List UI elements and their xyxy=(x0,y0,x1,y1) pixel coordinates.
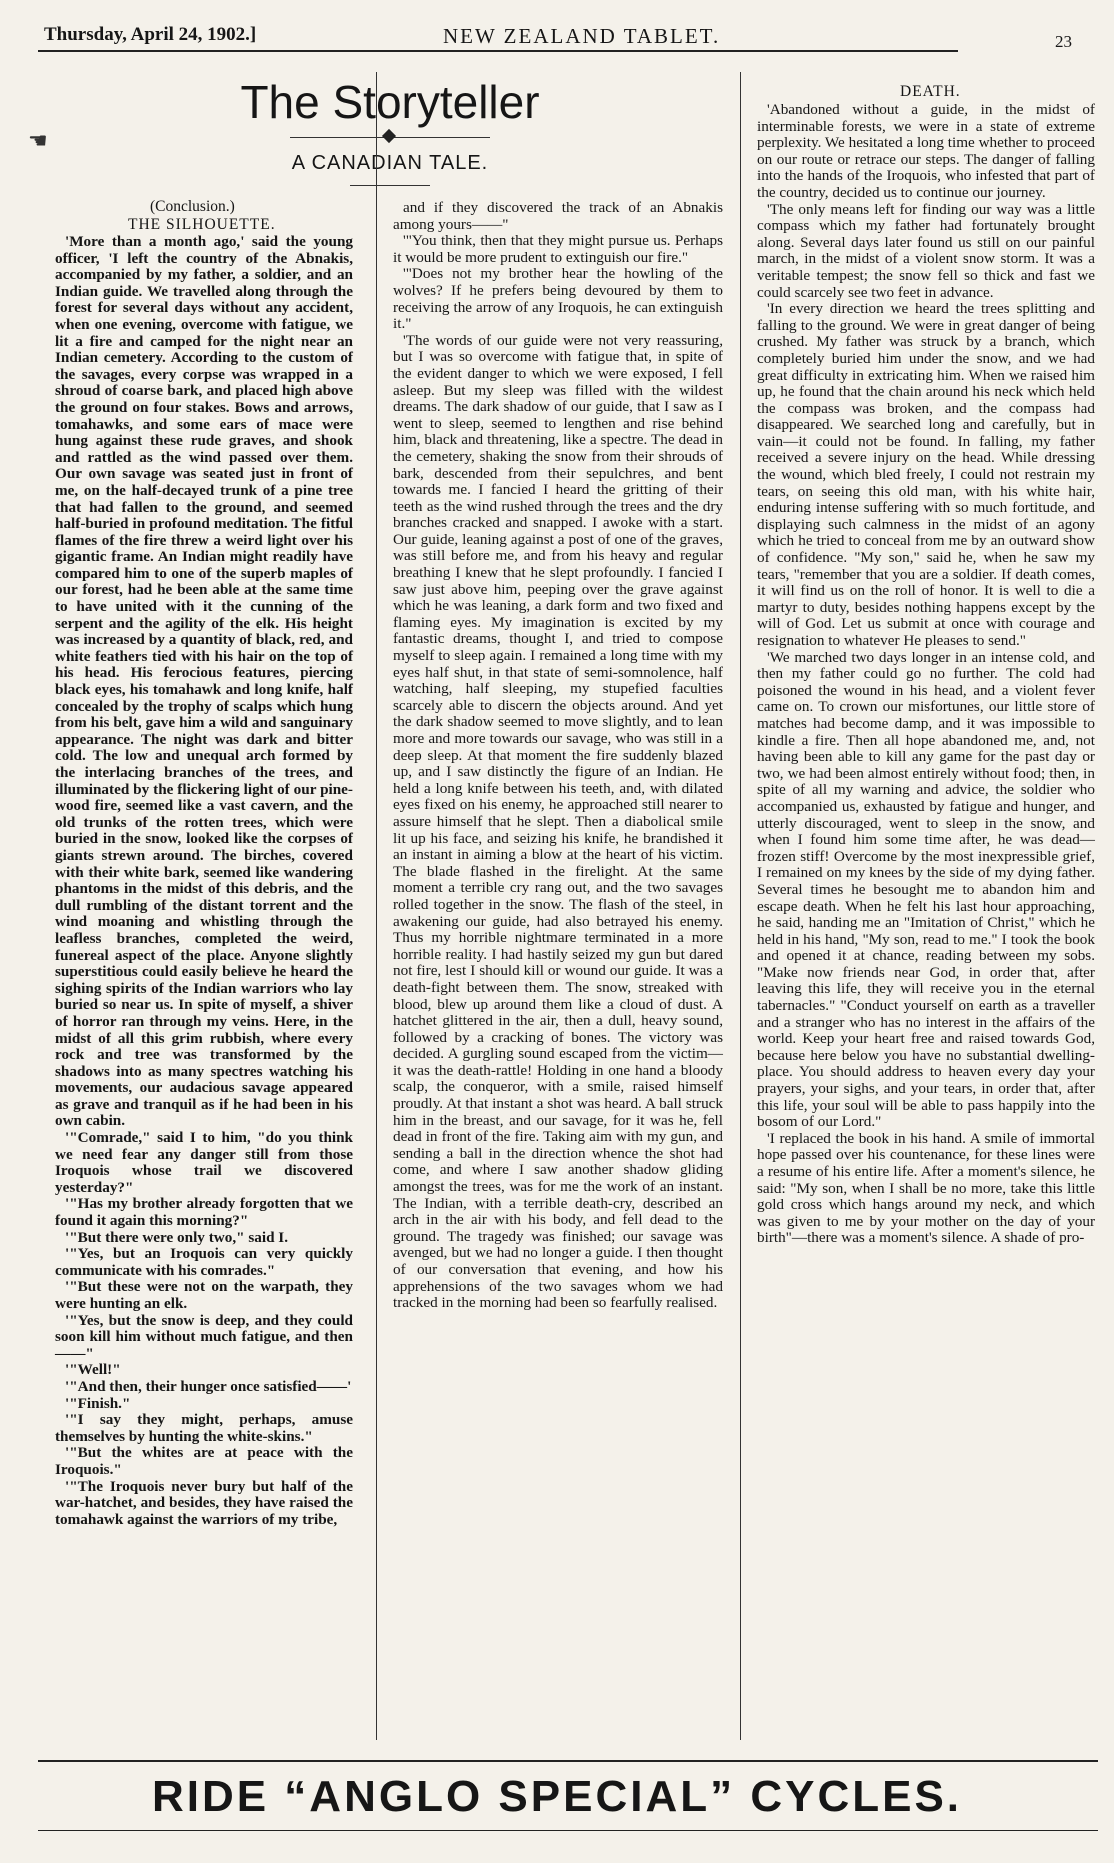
title-ornament xyxy=(290,130,490,144)
paragraph: '"Comrade," said I to him, "do you think we need fear any danger still from those Iroquois whose trail we discovered yesterday?" xyxy=(55,1129,353,1196)
paragraph: '"Yes, but an Iroquois can very quickly communicate with his comrades." xyxy=(55,1245,353,1279)
paragraph: '"But these were not on the warpath, they were hunting an elk. xyxy=(55,1278,353,1312)
paragraph: '"You think, then that they might pursue us. Perhaps it would be more prudent to extinguish our fire." xyxy=(393,232,723,266)
paragraph: '"Well!" xyxy=(65,1361,121,1379)
advertisement-banner: RIDE “ANGLO SPECIAL” CYCLES. xyxy=(151,1772,963,1821)
issue-date: Thursday, April 24, 1902.] xyxy=(44,24,257,45)
paragraph: '"Does not my brother hear the howling of the wolves? If he prefers being devoured by them to receiving the arrow of any Iroquois, he can extinguish it." xyxy=(393,265,723,333)
paragraph: '"But the whites are at peace with the Iroquois." xyxy=(55,1444,353,1478)
header-rule xyxy=(38,50,958,52)
advertisement-bottom-rule xyxy=(38,1830,1098,1831)
masthead: NEW ZEALAND TABLET. xyxy=(443,24,721,48)
subtitle-rule xyxy=(350,185,430,186)
column-divider xyxy=(740,72,741,1740)
section-heading-death: DEATH. xyxy=(900,83,961,100)
paragraph: 'In every direction we heard the trees splitting and falling to the ground. We were in great danger of being crushed. My father was struck by a branch, which completely buried him under the snow, and we had great difficulty in extricating him. When we raised him up, he found that the chain around his neck which held the compass was broken, and the compass had disappeared. We searched long and carefully, but in vain—it could not be found. In falling, my father received a severe injury on the head. While dressing the wound, which bled freely, I could not restrain my tears, on seeing this old man, with his white hair, enduring intense suffering with so much fortitude, and displaying such calmness in the midst of an agony which he tried to conceal from me by an outward show of confidence. "My son," said he, when he saw my tears, "remember that you are a soldier. If death comes, it will find us on the roll of honor. It is well to die a martyr to duty, besides nothing happens except by the will of God. Let us submit at once with courage and resignation to whatever He pleases to send." xyxy=(757,300,1095,649)
paragraph: '"But there were only two," said I. xyxy=(65,1228,289,1246)
paragraph: '"I say they might, perhaps, amuse themselves by hunting the white-skins." xyxy=(55,1411,353,1445)
page-header xyxy=(38,18,1078,52)
article-title: The Storyteller xyxy=(240,76,540,128)
conclusion-note: (Conclusion.) xyxy=(150,198,235,215)
paragraph: 'The only means left for finding our way was a little compass which my father had fortunately brought along. Several days later found us still on our painful march, in the midst of a violent snow storm. It was a veritable tempest; the snow fell so thick and fast we could scarcely see two feet in advance. xyxy=(757,200,1095,301)
paragraph: 'Abandoned without a guide, in the midst of interminable forests, we were in a state of extreme perplexity. We hesitated a long time whether to proceed on our route or retrace our steps. The danger of falling into the hands of the Iroquois, who infested that part of the country, decided us to continue our journey. xyxy=(757,101,1095,201)
column-divider xyxy=(376,72,377,1740)
paragraph: 'More than a month ago,' said the young officer, 'I left the country of the Abnakis, accompanied by my father, a soldier, and an Indian guide. We travelled along through the forest for several days without any accident, when one evening, overcome with fatigue, we lit a fire and camped for the night near an Indian cemetery. According to the custom of the savages, every corpse was wrapped in a shroud of coarse bark, and placed high above the ground on four stakes. Bows and arrows, tomahawks, and some ears of mace were hung against these rude graves, and shook and rattled as the wind passed over them. Our own savage was seated just in front of me, on the half-decayed trunk of a pine tree that had fallen to the ground, and seemed half-buried in profound meditation. The fitful flames of the fire threw a weird light over his gigantic frame. An Indian might readily have compared him to one of the superb maples of our forest, had he been able at the same time to have united with it the cunning of the serpent and the agility of the elk. His height was increased by a quantity of black, red, and white feathers tied with his hair on the top of his head. His ferocious features, piercing black eyes, his tomahawk and long knife, half concealed by the trophy of scalps which hung from his belt, gave him a wild and sanguinary appearance. The night was dark and bitter cold. The low and unequal arch formed by the interlacing branches of the trees, and illuminated by the flickering light of our pine-wood fire, seemed like a vast cavern, and the old trunks of the rotten trees, which were buried in the snow, looked like the corpses of giants strewn around. The birches, covered with their white bark, seemed like wandering phantoms in the midst of this debris, and the dull rumbling of the distant torrent and the wind moaning and whistling through the leafless branches, completed the weird, funereal aspect of the place. Anyone slightly superstitious could easily believe he heard the sighing spirits of the Indian warriors who lay buried so near us. In spite of myself, a shiver of horror ran through my veins. Here, in the midst of all this grim rubbish, where every rock and tree was transformed by the shadows into as many spectres watching his movements, our audacious savage appeared as grave and tranquil as if he had been in his own cabin. xyxy=(55,233,353,1130)
article-title-block xyxy=(200,76,580,186)
paragraph: 'The words of our guide were not very reassuring, but I was so overcome with fatigue that, in spite of the evident danger to which we were exposed, I fell asleep. But my sleep was filled with the wildest dreams. The dark shadow of our guide, that I saw as I went to sleep, seemed to lengthen and rise behind him, black and threatening, like a spectre. The dead in the cemetery, shaking the snow from their shrouds of bark, descended from their sepulchres, and bent towards me. I fancied I heard the gritting of their teeth as the wind rushed through the trees and the dry branches cracked and snapped. I awoke with a start. Our guide, leaning against a post of one of the graves, was still before me, and from his heavy and regular breathing I knew that he slept profoundly. I fancied I saw just above him, peeping over the grave against which he was leaning, a dark form and two fixed and flaming eyes. My imagination is excited by my fantastic dreams, thought I, and tried to compose myself to sleep again. I remained a long time with my eyes half shut, in that state of semi-somnolence, half watching, half sleeping, my stupefied faculties scarcely able to discern the objects around. And yet the dark shadow seemed to move slightly, and to lean more and more towards our savage, who was still in a deep sleep. At that moment the fire suddenly blazed up, and I saw distinctly the figure of an Indian. He held a long knife between his teeth, and, with dilated eyes fixed on his enemy, he approached still nearer to assure himself that he slept. Then a diabolical smile lit up his face, and seizing his knife, he brandished it an instant in aiming a blow at the heart of his victim. The blade flashed in the firelight. At the same moment a terrible cry rang out, and the two savages rolled together in the snow. The flash of the steel, in awakening our guide, had also betrayed his enemy. Thus my horrible nightmare terminated in a more horrible reality. I had hastily seized my gun but dared not fire, lest I should kill or wound our guide. It was a death-fight between them. The snow, streaked with blood, blew up around them like a cloud of dust. A hatchet glittered in the air, then a dull, heavy sound, followed by a cracking of bones. The victory was decided. A gurgling sound escaped from the victim—it was the death-rattle! Holding in one hand a bloody scalp, the conqueror, with a smile, raised himself proudly. At that instant a shot was heard. A ball struck him in the breast, and our savage, for it was he, fell dead in front of the fire. Taking aim with my gun, and sending a ball in the direction whence the shot had come, and where I saw another shadow gliding amongst the trees, was for me the work of an instant. The Indian, with a terrible death-cry, described an arch in the air with his body, and fell dead to the ground. The tragedy was finished; our savage was avenged, but we had no longer a guide. I then thought of our conversation that evening, and how his apprehensions of the two savages whom we had tracked in the morning had been so fearfully realised. xyxy=(393,331,723,1312)
section-heading-silhouette: THE SILHOUETTE. xyxy=(128,216,276,233)
paragraph: '"Has my brother already forgotten that we found it again this morning?" xyxy=(55,1195,353,1230)
article-subtitle: A CANADIAN TALE. xyxy=(291,152,489,174)
paragraph: 'We marched two days longer in an intense cold, and then my father could go no further. The cold had poisoned the wound in his head, and a violent fever came on. To crown our misfortunes, our little store of matches had become damp, and it was impossible to kindle a fire. Then all hope abandoned me, and, not having been able to kill any game for the past day or two, we had been almost entirely without food; then, in spite of all my warning and advice, the soldier who accompanied us, exhausted by fatigue and hunger, and utterly discouraged, went to sleep in the snow, and when I found him some time after, he was dead—frozen stiff! Overcome by the most inexpressible grief, I remained on my knees by the side of my dying father. Several times he besought me to abandon him and escape death. When he felt his last hour approaching, he said, handing me an "Imitation of Christ," which he held in his hand, "My son, read to me." I took the book and opened it at chance, reading between my sobs. "Make now friends near God, in order that, after leaving this life, they will receive you in the eternal tabernacles." "Conduct yourself on earth as a traveller and a stranger who has no interest in the affairs of the world. Keep your heart free and raised towards God, because here below you have no substantial dwelling-place. You should address to heaven every day your prayers, your sighs, and your tears, in order that, after this life, your soul will be able to pass happily into the bosom of our Lord." xyxy=(757,648,1095,1131)
advertisement-top-rule xyxy=(38,1760,1098,1762)
diamond-icon xyxy=(382,129,396,143)
column-2 xyxy=(393,200,723,1312)
paragraph: '"The Iroquois never bury but half of the war-hatchet, and besides, they have raised the tomahawk against the warriors of my tribe, xyxy=(55,1477,353,1528)
paragraph: 'I replaced the book in his hand. A smile of immortal hope passed over his countenance, for these lines were a resume of his entire life. After a moment's silence, he said: "My son, when I shall be no more, take this little gold cross which hangs around my neck, and which was given to me by your mother on the day of your birth"—there was a moment's silence. A shade of pro- xyxy=(757,1129,1095,1247)
paragraph: '"Yes, but the snow is deep, and they could soon kill him without much fatigue, and then——" xyxy=(55,1311,353,1362)
paragraph: '"And then, their hunger once satisfied——' xyxy=(65,1377,352,1395)
pointing-hand-icon: ☚ xyxy=(28,128,48,153)
paragraph: and if they discovered the track of an Abnakis among yours——" xyxy=(393,199,723,233)
page-number: 23 xyxy=(1055,32,1072,51)
column-1 xyxy=(55,234,353,1528)
paragraph: '"Finish." xyxy=(65,1394,131,1412)
column-3 xyxy=(757,102,1095,1247)
